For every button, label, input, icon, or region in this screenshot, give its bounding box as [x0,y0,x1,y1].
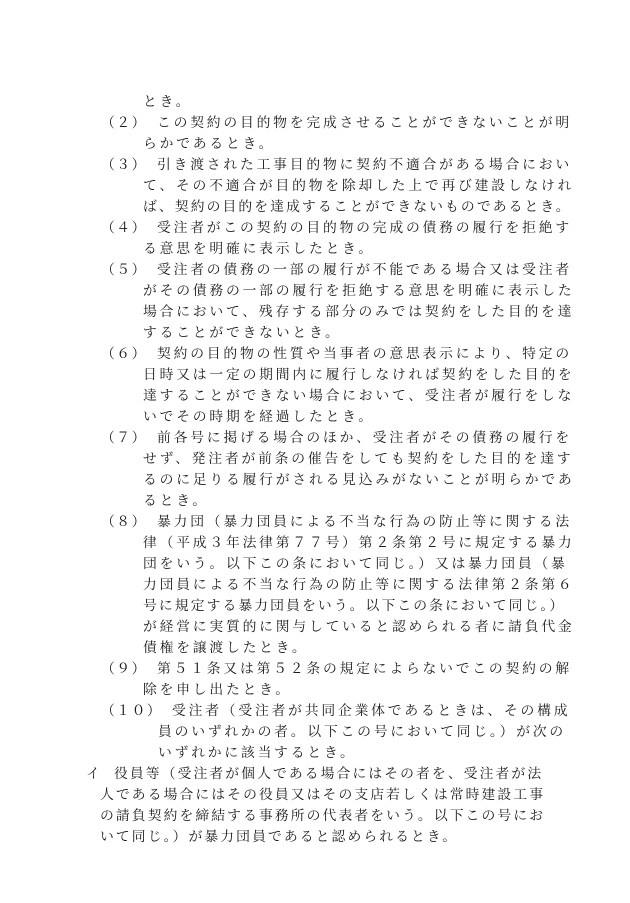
clause-line: とき。 [143,94,193,110]
clause-number: （３） [101,157,147,173]
clause-line: 除を申し出たとき。 [143,682,292,698]
clause-line: 債権を譲渡したとき。 [143,640,309,656]
clause-line: るのに足りる履行がされる見込みがないことが明らかであ [143,472,575,488]
clause-line: 引き渡された工事目的物に契約不適合がある場合におい [157,157,572,173]
clause-line: 律（平成３年法律第７７号）第２条第２号に規定する暴力 [143,535,575,551]
clause-number: （５） [101,262,147,278]
clause-line: るとき。 [143,493,209,509]
clause-line: 日時又は一定の期間内に履行しなければ契約をした目的を [143,367,575,383]
clause-line: 達することができない場合において、受注者が履行をしな [143,388,575,404]
clause-number: （２） [101,115,147,131]
clause-number: （９） [101,661,147,677]
clause-line: の請負契約を締結する事務所の代表者をいう。以下この号にお [100,808,546,824]
clause-line: いでその時期を経過したとき。 [143,409,375,425]
clause-number: （８） [101,514,147,530]
sub-item-marker: イ [86,766,102,782]
clause-line: 契約の目的物の性質や当事者の意思表示により、特定の [157,346,572,362]
clause-line: て、その不適合が目的物を除却した上で再び建設しなけれ [143,178,575,194]
clause-number: （６） [101,346,147,362]
clause-line: この契約の目的物を完成させることができないことが明 [157,115,572,131]
clause-line: 暴力団（暴力団員による不当な行為の防止等に関する法 [157,514,572,530]
clause-number: （７） [101,430,147,446]
clause-line: 前各号に掲げる場合のほか、受注者がその債務の履行を [157,430,572,446]
clause-line: が経営に実質的に関与していると認められる者に請負代金 [143,619,575,635]
clause-line: がその債務の一部の履行を拒絶する意思を明確に表示した [143,283,575,299]
clause-line: 力団員による不当な行為の防止等に関する法律第２条第６ [143,577,575,593]
clause-line: 号に規定する暴力団員をいう。以下この条において同じ。） [143,598,566,614]
clause-line: 受注者（受注者が共同企業体であるときは、その構成 [172,703,571,719]
clause-line: 人である場合にはその役員又はその支店若しくは常時建設工事 [100,787,546,803]
clause-number: （４） [101,220,147,236]
clause-line: せず、発注者が前条の催告をしても契約をした目的を達す [143,451,574,467]
clause-line: いずれかに該当するとき。 [158,745,357,761]
clause-line: る意思を明確に表示したとき。 [143,241,375,257]
clause-line: 受注者の債務の一部の履行が不能である場合又は受注者 [157,262,572,278]
clause-line: いて同じ。）が暴力団員であると認められるとき。 [100,829,459,845]
clause-line: ば、契約の目的を達成することができないものであるとき。 [143,199,572,215]
clause-line: らかであるとき。 [143,136,276,152]
clause-line: 員のいずれかの者。以下この号において同じ。）が次の [158,724,567,740]
clause-line: 場合において、残存する部分のみでは契約をした目的を達 [143,304,575,320]
clause-line: 受注者がこの契約の目的物の完成の債務の履行を拒絶す [157,220,572,236]
clause-line: することができないとき。 [143,325,342,341]
clause-line: 団をいう。以下この条において同じ。）又は暴力団員（暴 [143,556,568,572]
clause-line: 役員等（受注者が個人である場合にはその者を、受注者が法 [114,766,544,782]
clause-number: （１０） [101,703,163,719]
clause-line: 第５１条又は第５２条の規定によらないでこの契約の解 [157,661,572,677]
